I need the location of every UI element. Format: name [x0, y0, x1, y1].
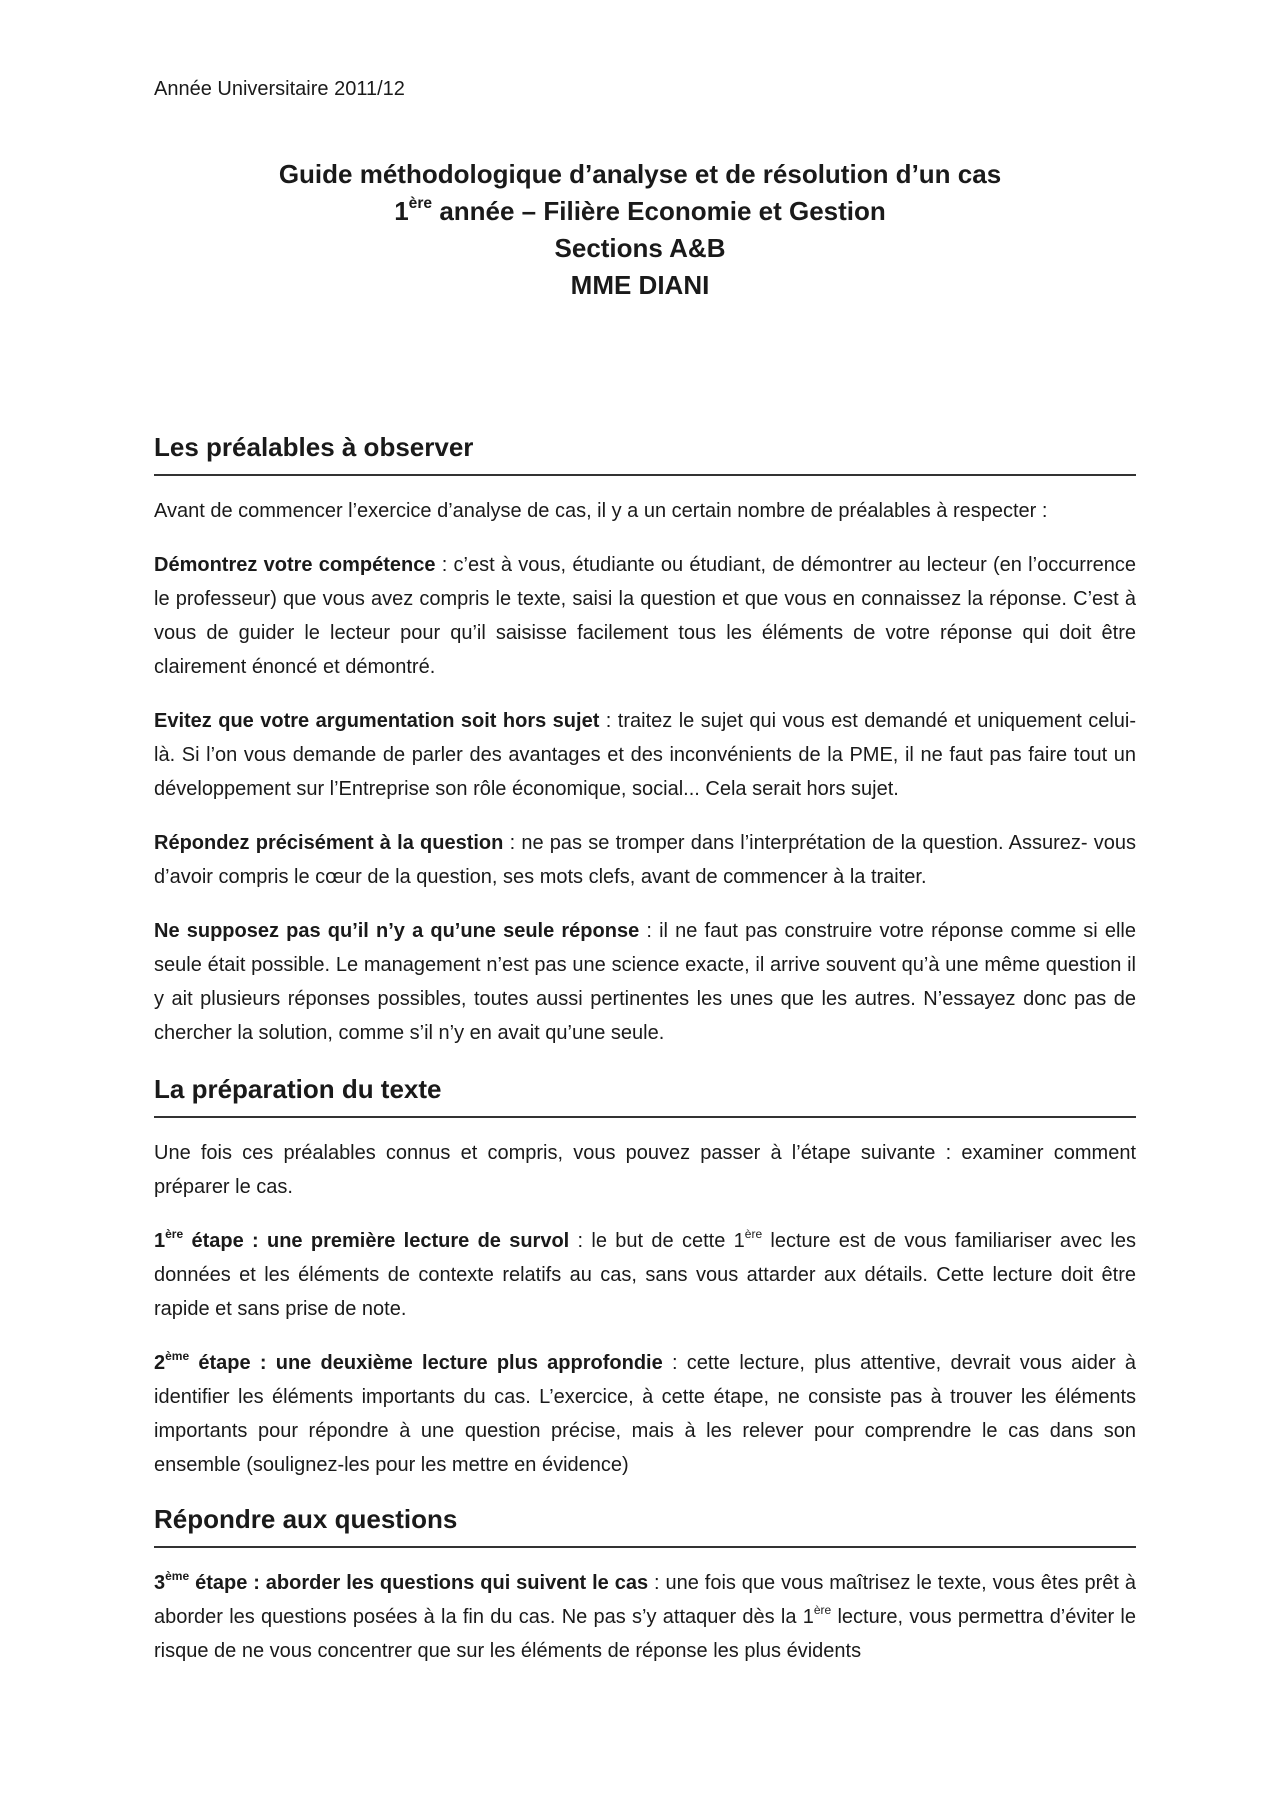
paragraph-body: : traitez le sujet qui vous est demandé et uniquement celui-là. Si l’on vous demande de parler des avantages et des inconvénients de la PME, il ne faut pas faire tout un développement sur l’Entreprise son rôle économique, social... Cela serait hors sujet. — [154, 710, 1136, 800]
step-suffix: ème — [165, 1348, 190, 1363]
paragraph-body: : cette lecture, plus attentive, devrait vous aider à identifier les éléments importants du cas. L’exercice, à cette étape, ne consiste pas à trouver les éléments importants pour répondre à une question précise, mais à les relever pour comprendre le cas dans son ensemble (soulignez-les pour les mettre en évidence) — [154, 1352, 1137, 1476]
paragraph-lead: Ne supposez pas qu’il n’y a qu’une seule réponse — [154, 920, 640, 942]
paragraph-body: : il ne faut pas construire votre réponse comme si elle seule était possible. Le management n’est pas une science exacte, il arrive souvent qu’à une même question il y ait plusieurs réponses possibles, toutes aussi pertinentes les unes que les autres. N’essayez donc pas de chercher la solution, comme s’il n’y en avait qu’une seule. — [154, 920, 1136, 1044]
step-title: étape : aborder les questions qui suivent le cas — [189, 1572, 649, 1594]
section-preparation — [154, 1072, 1136, 1482]
ordinal-suffix: ère — [744, 1226, 763, 1241]
paragraph-intro: Avant de commencer l’exercice d’analyse de cas, il y a un certain nombre de préalables à respecter : — [154, 500, 1048, 522]
paragraph-lead: Evitez que votre argumentation soit hors sujet — [154, 710, 600, 732]
paragraph-lead — [154, 1348, 663, 1374]
paragraph-lead: Répondez précisément à la question — [154, 832, 504, 854]
paragraph-step-3 — [154, 1566, 1136, 1668]
paragraph-body: : une fois que vous maîtrisez le texte, vous êtes prêt à aborder les questions posées à la fin du cas. Ne pas s’y attaquer dès la 1 — [154, 1572, 1136, 1628]
paragraph-lead — [154, 1226, 570, 1252]
section-heading: La préparation du texte — [154, 1072, 1136, 1118]
paragraph-seule-reponse — [154, 914, 1136, 1050]
paragraph-body: : le but de cette 1 — [569, 1230, 745, 1252]
title-line-4: MME DIANI — [570, 270, 710, 300]
title-programme: année – Filière Economie et Gestion — [432, 196, 886, 226]
paragraph-lead — [154, 1568, 649, 1594]
step-number: 2 — [154, 1352, 166, 1374]
section-heading: Les préalables à observer — [154, 430, 1136, 476]
title-line-2 — [0, 193, 1280, 230]
paragraph-intro: Une fois ces préalables connus et compris, vous pouvez passer à l’étape suivante : examiner comment préparer le cas. — [154, 1142, 1136, 1198]
document-title — [0, 156, 1280, 304]
section-heading: Répondre aux questions — [154, 1502, 1136, 1548]
paragraph-step-1 — [154, 1224, 1136, 1326]
paragraph-body-cont: lecture est de vous familiariser avec les données et les éléments de contexte relatifs au cas, sans vous attarder aux détails. Cette lecture doit être rapide et sans prise de note. — [154, 1230, 1137, 1320]
section-prealables — [154, 430, 1136, 1050]
step-number: 3 — [154, 1572, 166, 1594]
title-line-1: Guide méthodologique d’analyse et de résolution d’un cas — [278, 159, 1002, 189]
step-title: étape : une première lecture de survol — [183, 1230, 570, 1252]
paragraph-competence — [154, 548, 1136, 684]
step-suffix: ère — [165, 1226, 184, 1241]
paragraph-lead: Démontrez votre compétence — [154, 554, 436, 576]
paragraph-body: : ne pas se tromper dans l’interprétation de la question. Assurez- vous d’avoir compris le cœur de la question, ses mots clefs, avant de commencer à la traiter. — [154, 832, 1136, 888]
paragraph-hors-sujet — [154, 704, 1136, 806]
academic-year: Année Universitaire 2011/12 — [154, 78, 405, 100]
paragraph-body: : c’est à vous, étudiante ou étudiant, de démontrer au lecteur (en l’occurrence le professeur) que vous avez compris le texte, saisi la question et que vous en connaissez la réponse. C’est à vous de guider le lecteur pour qu’il saisisse facilement tous les éléments de votre réponse qui doit être clairement énoncé et démontré. — [154, 554, 1137, 678]
title-year-suffix: ère — [408, 195, 433, 213]
paragraph-body-cont: lecture, vous permettra d’éviter le risque de ne vous concentrer que sur les éléments de réponse les plus évidents — [154, 1606, 1136, 1662]
ordinal-suffix: ère — [813, 1602, 832, 1617]
title-line-3: Sections A&B — [554, 233, 726, 263]
step-title: étape : une deuxième lecture plus approfondie — [189, 1352, 663, 1374]
paragraph-precision — [154, 826, 1136, 894]
step-number: 1 — [154, 1230, 166, 1252]
step-suffix: ème — [165, 1568, 190, 1583]
section-repondre — [154, 1502, 1136, 1668]
paragraph-step-2 — [154, 1346, 1136, 1482]
title-year-number: 1 — [394, 196, 409, 226]
